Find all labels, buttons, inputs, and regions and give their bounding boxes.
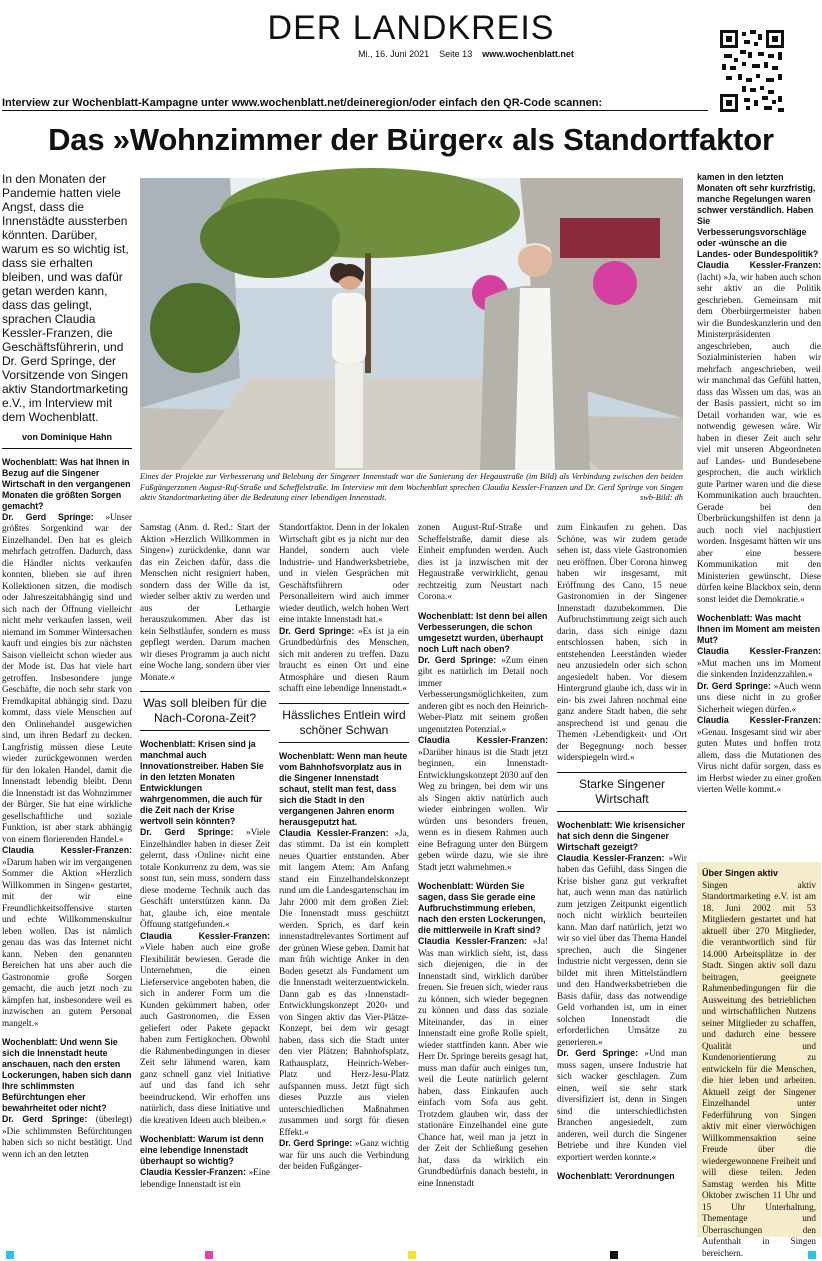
issue-meta <box>110 48 822 60</box>
photo-credit: swb-Bild: dh <box>639 493 683 502</box>
column-1 <box>2 172 132 1254</box>
section-subhead: Was soll bleiben für die Nach-Corona-Zeit? <box>140 691 270 731</box>
interview-answer: Dr. Gerd Springe: »Ganz wichtig war für uns auch die Verbindung der beiden Fußgänger- <box>279 1138 409 1171</box>
interview-question: Wochenblatt: Und wenn Sie sich die Innenstadt heute anschauen, nach den ersten Lockerungen, haben sich dann Ihre schlimmsten Befürchtungen eher bewahrheitet oder nicht? <box>2 1037 132 1113</box>
registration-mark-yellow <box>408 1251 416 1259</box>
interview-answer: Dr. Gerd Springe: »Zum einen gibt es natürlich im Detail noch immer Verbesserungsmöglichkeiten, zum anderen gibt es noch den Heinrich-Weber-Platz mit seinem großen ungenutzten Potenzial.« <box>418 654 549 734</box>
info-box-singen-aktiv <box>697 862 821 1258</box>
interview-answer: Dr. Gerd Springe: »Und man muss sagen, unsere Industrie hat sich wacker geschlagen. Zum einen, weil sie sehr stark diversifiziert ist, denn in Singen sind die unterschiedlichsten Branchen angesiedelt, zum anderen, weil durch die Singener Betriebe und ihre Kunden viel exportiert werden konnte.« <box>557 1048 688 1162</box>
interview-question: Wochenblatt: Was macht Ihnen im Moment am meisten Mut? <box>697 613 821 645</box>
info-box-text: Singen aktiv Standortmarketing e.V. ist am 18. Juni 2002 mit 53 Mitgliedern gestartet und hat aktuell über 270 Mitglieder, die verantwortlich sind für 14.000 Arbeitsplätze in der Stadt. Singen aktiv soll dazu beitragen, geeignete Rahmenbedingungen für die Ausweitung des betrieblichen und wirtschaftlichen Nutzens seiner Mitglieder zu schaffen, und dadurch eine bessere Qualität und Kundenorientierung zu entwickeln für die Menschen, die hier leben und arbeiten. Aktuell zeigt der Singener Einzelhandel unter Federführung von Singen aktiv mit einer vierwöchigen Willkommensaktion seine Freude über die wiedergewonnene Freiheit und will diese teilen. Jeden Samstag werden bis Mitte Oktober zwischen 11 Uhr und 15 Uhr Unterhaltung, Thementage und Überraschungen den Aufenthalt in Singen bereichern. <box>702 879 816 1258</box>
interview-question: Wochenblatt: Krisen sind ja manchmal auch Innovationstreiber. Haben Sie in den letzten Monaten Entwicklungen wahrgenommen, die auch für die Zeit nach der Krise wertvoll sein könnten? <box>140 739 264 826</box>
interview-answer-continued: zum Einkaufen zu gehen. Das Schöne, was wir zudem gerade sehen ist, dass viele Gastronomien neu eröffnen. Über Corona hinweg haben wir insgesamt, mit Eröffnung des Cano, 15 neue Gastronomien in der Singener Innenstadt dazubekommen. Die Aufbruchstimmung zeigt sich auch darin, dass sich einige dazu entschlossen haben, sich in entstehenden Leerständen wieder neu anzusiedeln oder sich schon angesiedelt haben. Vor diesem Hintergrund glaube ich, dass wir in ein- bis zwei Jahren nochmal eine ganz andere Stadt haben, die sehr ansprechend ist und genau die Themen ›Lebendigkeit‹ und ›Ort der Begegnung‹ noch besser widerspiegeln wird.« <box>557 522 687 762</box>
info-box-title: Über Singen aktiv <box>702 868 779 878</box>
interview-answer: Claudia Kessler-Franzen: »Mut machen uns im Moment die sinkenden Inzidenzzahlen.« <box>697 646 821 679</box>
interview-question: Wochenblatt: Was hat Ihnen in Bezug auf die Singener Wirtschaft in den vergangenen Monaten die größten Sorgen gemacht? <box>2 456 131 511</box>
caption-text: Eines der Projekte zur Verbesserung und Belebung der Singener Innenstadt war die Sanierung der Hegaustraße (im Bild) als Verbindung zwischen den beiden Fußgängerzonen August-Ruf-Straße und Scheffelstraße. Im Interview mit dem Wochenblatt sprechen Claudia Kessler-Franzen und Dr. Gerd Springe von Singen aktiv Standortmarketing über die Bedeutung einer lebendigen Innenstadt. <box>140 472 683 502</box>
interview-answer: Claudia Kessler-Franzen: »Genau. Insgesamt sind wir aber guten Mutes und hoffen trotz allem, dass die Mutationen des Virus nicht dafür sorgen, dass es im Herbst wieder zu einer großen vierten Welle kommt.« <box>697 715 821 794</box>
interview-question: Wochenblatt: Wie krisensicher hat sich denn die Singener Wirtschaft gezeigt? <box>557 819 685 852</box>
column-5 <box>557 522 687 1254</box>
qr-code-icon[interactable] <box>720 30 784 112</box>
interview-answer: Dr. Gerd Springe: »Unser größtes Sorgenkind war der Einzelhandel. Den hat es gleich mehrfach getroffen. Dadurch, dass die Händler nichts verkaufen konnten, blieben sie auf ihren Kollektionen sitzen, die modisch oder Jahreszeitabhängig sind und sich nach der Öffnung vielleicht nicht mehr verkaufen lassen, weil niemand im Sommer Wintersachen kauft und eingies bis zur nächsten Saison vielleicht schon wieder aus der Mode ist. Das hat viele hart getroffen. Insbesondere junge Geschäfte, die noch sehr stark von Fremdkapital abhängig sind. Dazu kommt, dass viele Menschen auf den Onlinehandel ausgewichen sind, um ihren Bedarf zu decken. Langfristig müssen diese Leute wieder zurückgewonnen werden für den lokalen Handel, damit die Innenstadt lebendig bleibt. Denn die Innenstadt ist das Wohnzimmer der Bürger. Sie hat eine wirkliche gesellschaftliche und soziale Funktion, ist aber stark abhängig von einem florierenden Handel.« <box>2 511 132 844</box>
registration-mark-cyan <box>6 1251 14 1259</box>
article-headline: Das »Wohnzimmer der Bürger« als Standortfaktor <box>48 122 774 157</box>
interview-answer: Claudia Kessler-Franzen: »Ja! Was man wirklich sieht, ist, dass sich diejenigen, die in der Innenstadt sind, wirklich darüber freuen. Sie freuen sich, wieder raus zu können, sich wieder begegnen zu können und dass das soziale Miteinander, das in einer Innenstadt eine große Rolle spielt, wieder stattfinden kann. Aber wie Herr Dr. Springe bereits gesagt hat, muss man dafür auch einiges tun, weil die Leute natürlich gelernt haben, dass Einkaufen auch einfach vom Sofa aus geht. Trotzdem glauben wir, dass der stationäre Einzelhandel eine gute Chance hat, weil man ja jetzt in der Zeit der Schließung gesehen hat, dass da wirklich ein Grundbedürfnis danach besteht, in eine Innenstadt <box>418 936 549 1188</box>
section-title: DER LANDKREIS <box>267 9 555 47</box>
section-subhead: Hässliches Entlein wird schöner Schwan <box>279 703 409 743</box>
interview-answer: Dr. Gerd Springe: (überlegt) »Die schlimmsten Befürchtungen haben sich so nicht bestätigt. Und wenn ich an den letzten <box>2 1114 132 1159</box>
column-2 <box>140 522 270 1254</box>
masthead <box>0 8 822 60</box>
interview-answer-continued: Samstag (Anm. d. Red.: Start der Aktion »Herzlich Willkommen in Singen«) zurückdenke, dann war das ein Zeichen dafür, dass die Menschen nicht resigniert haben, sondern dass der Wille da ist, wieder selber aktiv zu werden und aus der Lethargie herauszukommen. Aber das ist kein Selbstläufer, sondern es muss gepflegt werden. Darum machen wir dieses Programm ja auch nicht eine Woche lang, sondern über vier Monate.« <box>140 522 270 682</box>
campaign-kicker: Interview zur Wochenblatt-Kampagne unter www.wochenblatt.net/deineregion/oder einfach den QR-Code scannen: <box>2 96 708 111</box>
interview-answer: Dr. Gerd Springe: »Viele Einzelhändler haben in dieser Zeit gelernt, dass ›Online‹ nicht eine totale Konkurrenz zu dem, was sie sonst tun, sein muss, sondern dass diese moderne Technik auch das Geschäft unterstützen kann. Da hat, glaube ich, eine mentale Öffnung stattgefunden.« <box>140 827 270 929</box>
interview-question-continued: kamen in den letzten Monaten oft sehr kurzfristig, manche Regelungen waren schwer verständlich. Haben Sie Verbesserungsvorschläge oder -wünsche an die Landes- oder Bundespolitik? <box>697 172 819 259</box>
interview-answer: Dr. Gerd Springe: »Es ist ja ein Grundbedürfnis des Menschen, sich mit anderen zu treffen. Dazu braucht es einen Ort und eine Atmosphäre und diesen Raum schafft eine lebendige Innenstadt.« <box>279 625 409 693</box>
byline: von Dominique Hahn <box>2 432 132 449</box>
column-4 <box>418 522 548 1254</box>
interview-answer: Dr. Gerd Springe: »Auch wenn uns diese nicht in zu großer Sicherheit wiegen dürfen.« <box>697 680 821 714</box>
section-subhead: Starke Singener Wirtschaft <box>557 772 687 812</box>
photo-caption <box>140 472 683 504</box>
interview-answer: Claudia Kessler-Franzen: (lacht) »Ja, wir haben auch schon sehr aktiv an die Politik geschrieben. Gemeinsam mit dem Oberbürgermeister haben wir die Bundeskanzlerin und den Ministerpräsidenten angeschrieben, auch die Sozialministerien haben wir mehrfach angeschrieben, weil wir manchmal das Gefühl hatten, dass das Wissen um das, was an der Basis passiert, nicht so im Detail vorhanden war, wie es notwendig gewesen wäre. Wir haben in dieser Zeit auch sehr viel mit unseren Abgeordneten auf Landes- und Bundesebene gesprochen, die auch wirklich gute Partner waren und die diese Kommunikation auch brauchten. Gerade bei den Überbrückungshilfen ist denn ja auch noch viel nachjustiert worden. Insgesamt hätten wir uns aber eine bessere Kommunikation mit den Ministerien gewünscht. Diese dürfen keine Blackbox sein, denn sonst leidet die Demokratie.« <box>697 260 821 604</box>
interview-answer: Claudia Kessler-Franzen: »Eine lebendige Innenstadt ist ein <box>140 1167 271 1189</box>
interview-answer-continued: Standortfaktor. Denn in der lokalen Wirtschaft gibt es ja nicht nur den Handel, sondern auch viele Industrie- und Handwerksbetriebe, und in vielen Gesprächen mit Geschäftsführern oder Personalleitern wird auch immer wieder deutlich, welch hohen Wert eine intakte Innenstadt hat.« <box>279 522 409 624</box>
site-url: www.wochenblatt.net <box>482 49 574 59</box>
column-3 <box>279 522 409 1254</box>
article-photo <box>140 178 683 470</box>
interview-answer: Claudia Kessler-Franzen: »Wir haben das Gefühl, dass Singen die Krise bisher ganz gut verkraftet hat, auch wenn man das natürlich zum jetzigen Zeitpunkt eigentlich noch nicht wirklich beurteilen kann. Man darf natürlich, jetzt wo wir so viel über das Thema Handel sprechen, auch die Singener Industrie nicht vergessen, denn sie bildet mit ihren Mittelständlern und den Handwerksbetrieben die Basis dafür, dass das notwendige Geld vorhanden ist, um in einer solchen Innenstadt die erforderlichen Umsätze zu generieren.« <box>557 852 687 1047</box>
interview-question: Wochenblatt: Würden Sie sagen, dass Sie gerade eine Aufbruchstimmung erleben, nach den ersten Lockerungen, die mittlerweile in Kraft sind? <box>418 881 546 935</box>
interview-answer: Claudia Kessler-Franzen: »Darüber hinaus ist die Stadt jetzt beginnen, ein Innenstadt-Entwicklungskonzept 2030 auf den Weg zu bringen, bei dem wir uns als Singen aktiv natürlich auch wieder einbringen wollen. Wir würden uns besonders freuen, wenn es in diesem Rahmen auch eine Befragung unter den Bürgern geben würde dazu, wie sie ihre Stadt jetzt wahrnehmen.« <box>418 735 548 872</box>
interview-answer: Claudia Kessler-Franzen: »Ja, das stimmt. Da ist ein komplett neues Quartier entstanden. Aber mit langem Atem: Am Anfang stand ein Einzelhandelskonzept rund um die Landesgartenschau im Jahr 2000 mit dem großen Ziel: Die Innenstadt muss geschützt werden. Sprich, es darf kein innenstadtrelevantes Sortiment auf der grünen Wiese geben. Damit hat man früh wichtige Anker in den Boden gesetzt als Fundament um die Innenstadt weiterzuentwickeln. Dann gab es das ›Innenstadt-Entwicklungskonzept 2020‹ und von Singen aktiv das Vier-Plätze-Konzept, bei dem wir gesagt haben, dass sich die Stadt unter den vier Plätzen: Bahnhofsplatz, Rathausplatz, Heinrich-Weber-Platz und Herz-Jesu-Platz aufspannen muss. Jetzt fügt sich dieses Puzzle aus vielen unterschiedlichen Maßnahmen zusammen und sorgt für diesen Effekt.« <box>279 827 409 1137</box>
interview-question: Wochenblatt: Wenn man heute vom Bahnhofsvorplatz aus in die Singener Innenstadt schaut, stellt man fest, dass sich die Stadt in den vergangenen Jahren enorm herausgeputzt hat. <box>279 750 408 827</box>
page-number: Seite 13 <box>439 49 473 59</box>
interview-answer: Claudia Kessler-Franzen: »Darum haben wir im vergangenen Sommer die Aktion »Herzlich Willkommen in Singen« gestartet, mit der wir eine Freundlichkeitsoffensive starten und echte Willkommenskultur leben wollen. Das ist nämlich genau das was das Internet nicht kann. Neben den genannten Bereichen hat uns aber auch die Gastronomie große Sorgen gemacht, die auch jetzt noch zu kämpfen hat, insbesondere weil es inzwischen an gutem Personal mangelt.« <box>2 845 132 1028</box>
column-6 <box>697 172 821 856</box>
registration-mark-cyan <box>808 1251 816 1259</box>
article-lead: In den Monaten der Pandemie hatten viele Angst, dass die Innenstädte aussterben könnten. Darüber, warum es so wichtig ist, dass sie erhalten bleiben, und was dafür getan werden kann, dass das gelingt, sprachen Claudia Kessler-Franzen, die Geschäftsführerin, und Dr. Gerd Springe, der Vorsitzende von Singen aktiv Standortmarketing e.V., im Interview mit dem Wochenblatt. <box>2 172 129 424</box>
interview-question: Wochenblatt: Verordnungen <box>557 1171 675 1181</box>
interview-answer-continued: zonen August-Ruf-Straße und Scheffelstraße, damit diese als Einheit empfunden werden. Auch dies ist ja inzwischen mit der Hegaustraße verwirklicht, genau rechtzeitig zum Neustart nach Corona.« <box>418 522 548 601</box>
interview-question: Wochenblatt: Ist denn bei allen Verbesserungen, die schon umgesetzt wurden, überhaupt noch Luft nach oben? <box>418 610 548 654</box>
issue-date: Mi., 16. Juni 2021 <box>358 49 430 59</box>
interview-question: Wochenblatt: Warum ist denn eine lebendige Innenstadt überhaupt so wichtig? <box>140 1134 264 1166</box>
interview-answer: Claudia Kessler-Franzen: »Viele haben auch eine große Flexibilität bewiesen. Gerade die Unternehmen, die einen Lieferservice angeboten haben, die sich in anderer Form um die Kunden gekümmert haben, oder auch Gastronomen, die Essen geliefert oder Pakete gepackt haben zum Fertigkochen. Obwohl die Rahmenbedingungen in dieser Zeit sehr lähmend waren, kam ganz schnell ganz viel Initiative auf und das fand ich sehr beeindruckend. Wir erhoffen uns natürlich, dass diese Initiative und die kreativen Ideen auch bleiben.« <box>140 930 270 1125</box>
registration-mark-black <box>610 1251 618 1259</box>
registration-mark-magenta <box>205 1251 213 1259</box>
